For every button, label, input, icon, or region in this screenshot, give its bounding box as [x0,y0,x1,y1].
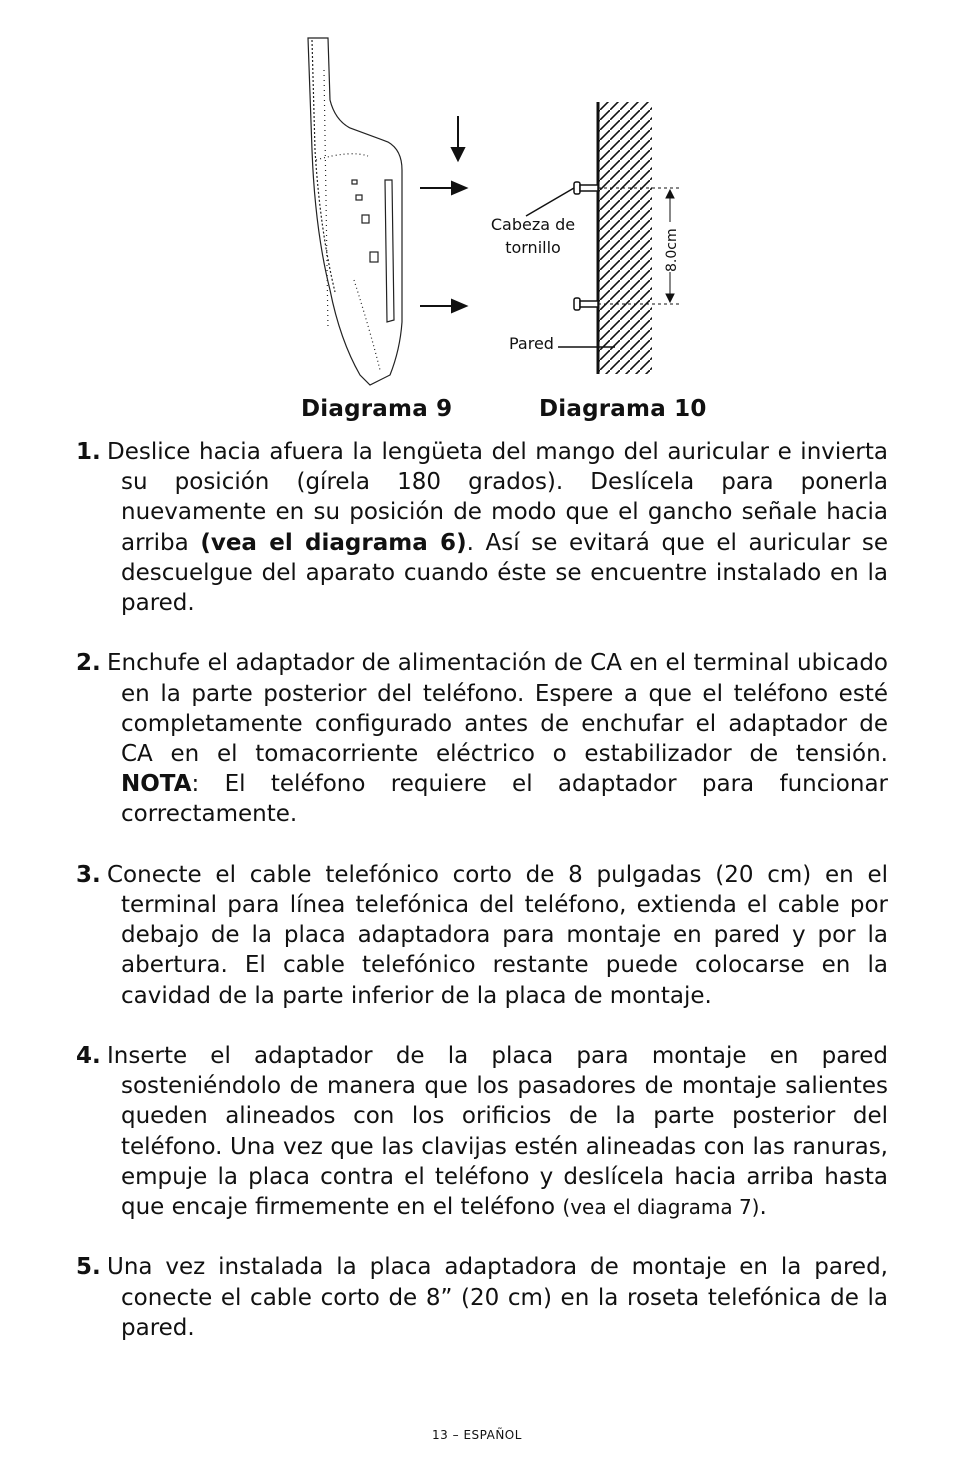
step-5 [76,1252,888,1343]
step-2 [76,648,888,829]
screw-head-label-1: Cabeza de [490,215,576,234]
step-small-reference: (vea el diagrama 7) [562,1195,760,1220]
step-note-label: NOTA [121,771,192,798]
diagram-9-caption: Diagrama 9 [301,396,453,422]
wall-label: Pared [509,334,554,353]
screw-icons [574,182,598,310]
step-1 [76,437,888,618]
step-text: Conecte el cable telefónico corto de 8 pulgadas (20 cm) en el terminal para línea telefónica del teléfono, extienda el cable por debajo de la placa adaptadora para montaje en pared y por la abertura. El cable telefónico restante puede colocarse en la cavidad de la parte inferior de la placa de montaje. [107,861,888,1009]
page-footer: 13 – ESPAÑOL [432,1428,522,1442]
step-number: 2. [76,650,101,677]
step-number: 5. [76,1254,101,1281]
step-bold-reference: (vea el diagrama 6) [200,529,467,556]
step-text: Deslice hacia afuera la lengüeta del mango del auricular e invierta su posición (gírela 180 grados). Deslícela para ponerla nuevamente en su posición de modo que el gancho señale hacia arriba [107,439,888,556]
step-text: . Así se evitará que el auricular se descuelgue del aparato cuando éste se encuentre instalado en la pared. [121,529,888,617]
step-text: : El teléfono requiere el adaptador para funcionar correctamente. [121,771,888,828]
step-text: Inserte el adaptador de la placa para montaje en pared sosteniéndolo de manera que los pasadores de montaje salientes queden alineados con los orificios de la parte posterior del teléfono. Una vez que las clavijas estén alineadas con las ranuras, empuje la placa contra el teléfono y deslícela hacia arriba hasta que encaje firmemente en el teléfono [107,1043,888,1221]
step-4 [76,1041,888,1222]
step-text: Enchufe el adaptador de alimentación de CA en el terminal ubicado en la parte posterior del teléfono. Espere a que el teléfono esté completamente configurado antes de enchufar el adaptador de CA en el tomacorriente eléctrico o estabilizador de tensión. [107,650,888,768]
wall-mount-figure [290,30,690,395]
screw-leader-line [526,188,574,216]
dimension-label: 8.0cm [664,228,680,272]
step-number: 1. [76,439,101,465]
step-number: 3. [76,861,101,888]
instruction-list [76,437,888,1373]
step-text: . [759,1194,767,1221]
diagram-10-caption: Diagrama 10 [539,396,707,422]
phone-side-drawing [308,38,402,385]
arrow-icons [420,116,466,312]
step-3 [76,860,888,1011]
step-text: Una vez instalada la placa adaptadora de montaje en la pared, conecte el cable corto de 8” (20 cm) en la roseta telefónica de la pared. [107,1254,888,1341]
wall-hatch [598,102,652,374]
step-number: 4. [76,1043,101,1070]
screw-head-label-2: tornillo [505,238,561,257]
